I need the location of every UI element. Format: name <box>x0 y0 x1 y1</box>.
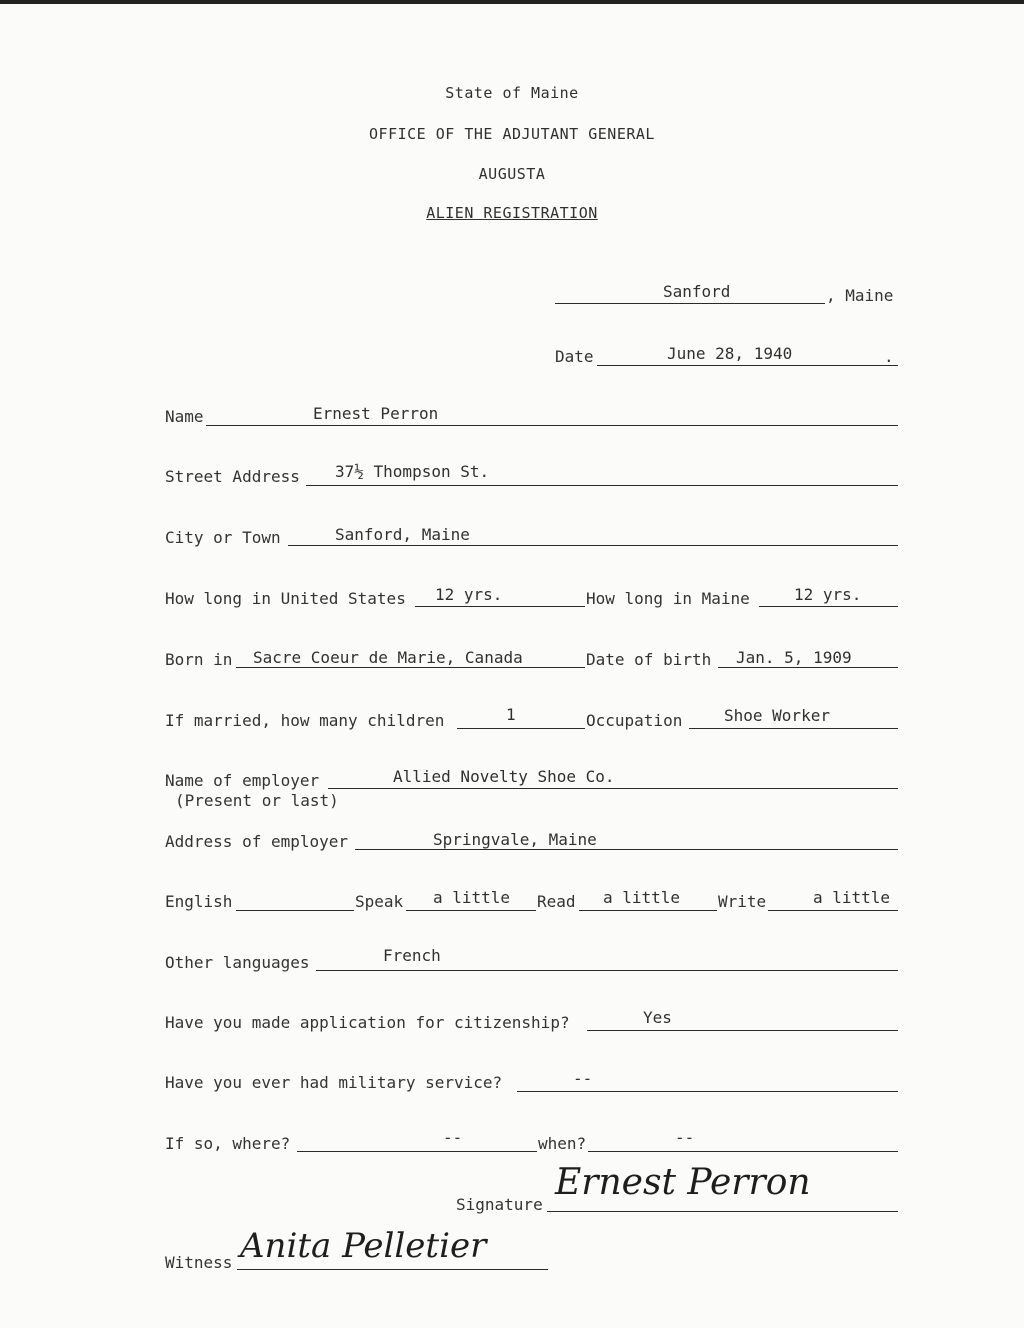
born-in-value: Sacre Coeur de Marie, Canada <box>253 648 523 667</box>
occupation-line <box>689 728 898 729</box>
signature-label: Signature <box>456 1195 543 1214</box>
where-label: If so, where? <box>165 1134 291 1153</box>
name-value: Ernest Perron <box>313 404 439 423</box>
employer-address-line <box>355 849 898 850</box>
how-long-maine-value: 12 yrs. <box>794 585 862 604</box>
employer-value: Allied Novelty Shoe Co. <box>393 767 615 786</box>
witness-line <box>237 1269 548 1270</box>
write-value: a little <box>813 888 891 907</box>
how-long-maine-line <box>759 606 898 607</box>
dob-line <box>718 667 898 668</box>
military-value: -- <box>573 1069 593 1088</box>
children-line <box>457 728 585 729</box>
date-end: . <box>884 347 894 366</box>
how-long-us-line <box>415 606 585 607</box>
children-label: If married, how many children <box>165 711 445 730</box>
when-value: -- <box>675 1128 695 1147</box>
dob-value: Jan. 5, 1909 <box>736 648 852 667</box>
how-long-maine-label: How long in Maine <box>586 589 750 608</box>
city-label: City or Town <box>165 528 281 547</box>
read-label: Read <box>537 892 576 911</box>
when-line <box>588 1151 898 1152</box>
born-in-label: Born in <box>165 650 233 669</box>
citizenship-line <box>587 1030 898 1031</box>
citizenship-value: Yes <box>643 1008 672 1027</box>
citizenship-label: Have you made application for citizenship? <box>165 1013 570 1032</box>
header-office: OFFICE OF THE ADJUTANT GENERAL <box>369 125 655 143</box>
employer-label: Name of employer <box>165 771 320 790</box>
street-address-value: 37½ Thompson St. <box>335 462 490 481</box>
place-line <box>555 303 825 304</box>
occupation-label: Occupation <box>586 711 683 730</box>
military-label: Have you ever had military service? <box>165 1073 503 1092</box>
born-in-line <box>236 667 585 668</box>
speak-line <box>406 910 536 911</box>
scan-top-edge <box>0 0 1024 4</box>
military-line <box>517 1091 898 1092</box>
place-value: Sanford <box>663 282 731 301</box>
other-languages-value: French <box>383 946 441 965</box>
where-line <box>297 1151 537 1152</box>
other-languages-line <box>316 970 898 971</box>
name-label: Name <box>165 407 204 426</box>
witness-label: Witness <box>165 1253 233 1272</box>
how-long-us-value: 12 yrs. <box>435 585 503 604</box>
form-title: ALIEN REGISTRATION <box>426 204 598 222</box>
speak-label: Speak <box>355 892 404 911</box>
place-suffix: , Maine <box>826 286 894 305</box>
dob-label: Date of birth <box>586 650 712 669</box>
when-label: when? <box>538 1134 587 1153</box>
city-value: Sanford, Maine <box>335 525 470 544</box>
english-label: English <box>165 892 233 911</box>
signature-line <box>547 1211 898 1212</box>
occupation-value: Shoe Worker <box>724 706 830 725</box>
header-title <box>0 204 1024 222</box>
witness-handwriting: Anita Pelletier <box>240 1226 487 1266</box>
how-long-us-label: How long in United States <box>165 589 406 608</box>
date-line <box>597 365 898 366</box>
date-label: Date <box>555 347 594 366</box>
employer-address-value: Springvale, Maine <box>433 830 597 849</box>
write-label: Write <box>718 892 767 911</box>
english-line <box>236 910 354 911</box>
where-value: -- <box>443 1128 463 1147</box>
employer-line <box>328 788 898 789</box>
date-value: June 28, 1940 <box>667 344 793 363</box>
header-city: AUGUSTA <box>478 165 546 183</box>
read-line <box>579 910 717 911</box>
other-languages-label: Other languages <box>165 953 310 972</box>
children-value: 1 <box>506 705 516 724</box>
employer-sublabel: (Present or last) <box>175 791 339 810</box>
employer-address-label: Address of employer <box>165 832 349 851</box>
city-line <box>288 545 898 546</box>
read-value: a little <box>603 888 681 907</box>
write-line <box>768 910 898 911</box>
name-line <box>206 425 898 426</box>
signature-handwriting: Ernest Perron <box>555 1162 811 1203</box>
street-address-line <box>306 485 898 486</box>
speak-value: a little <box>433 888 511 907</box>
header-state: State of Maine <box>445 84 579 102</box>
street-address-label: Street Address <box>165 467 300 486</box>
